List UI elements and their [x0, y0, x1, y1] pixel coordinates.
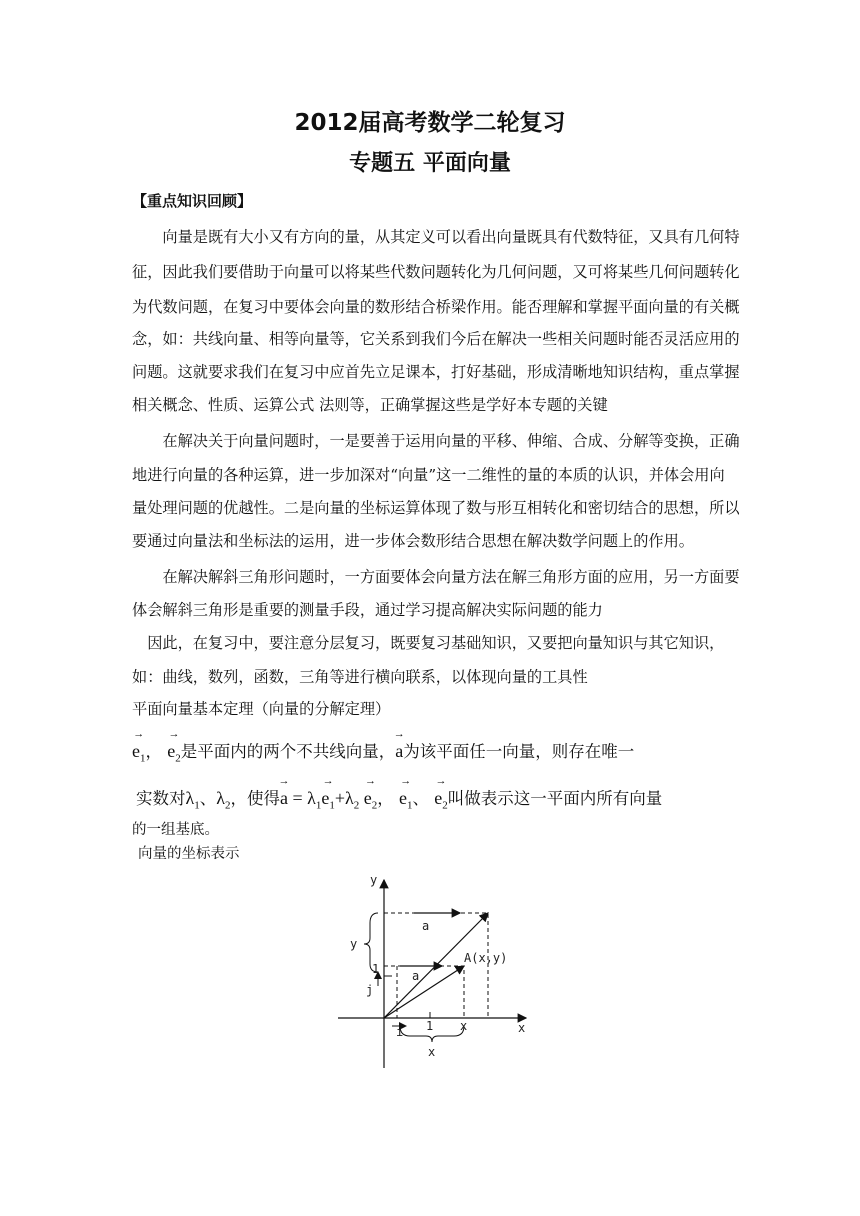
- paragraph-line: 念，如：共线向量、相等向量等，它关系到我们今后在解决一些相关问题时能否灵活应用的: [132, 330, 740, 348]
- paragraph-line: 如：曲线，数列，函数，三角等进行横向联系，以体现向量的工具性: [132, 668, 588, 686]
- paragraph-line: 地进行向量的各种运算，进一步加深对“向量”这一二维性的量的本质的认识，并体会用向: [132, 466, 725, 484]
- label-x-brace: x: [428, 1045, 436, 1059]
- lambda1-symbol: $\lambda_1$: [307, 788, 322, 812]
- label-y-axis: y: [370, 873, 378, 887]
- paragraph-line: 问题。这就要求我们在复习中应首先立足课本，打好基础，形成清晰地知识结构，重点掌握: [132, 363, 740, 381]
- vector-a-small: [384, 966, 464, 1018]
- paragraph-line: 为代数问题，在复习中要体会向量的数形结合桥梁作用。能否理解和掌握平面向量的有关概: [132, 298, 740, 316]
- paragraph-line: 量处理问题的优越性。二是向量的坐标运算体现了数与形互相转化和密切结合的思想，所以: [132, 499, 740, 517]
- section-heading: 【重点知识回顾】: [132, 192, 253, 210]
- label-point-a: A(x,y): [464, 951, 508, 965]
- paragraph-line: 相关概念、性质、运算公式 法则等，正确掌握这些是学好本专题的关键: [132, 396, 608, 414]
- e2-symbol: → $e_2$: [434, 788, 448, 812]
- label-one-x: 1: [426, 1019, 434, 1033]
- theorem-line-2: 实数对$\lambda_1$、$\lambda_2$，使得→ $a = \lambda_1\to e_1+\lambda_2 \to e_2$， → $e_1$、 → $e_2$叫做表示这一平面内所有向量: [136, 785, 662, 812]
- a-symbol: → a: [395, 741, 403, 762]
- lambda1-symbol: $\lambda_1$: [185, 788, 200, 812]
- page-subtitle: 专题五 平面向量: [349, 151, 511, 176]
- label-j: j: [366, 983, 374, 997]
- paragraph-line: 在解决解斜三角形问题时，一方面要体会向量方法在解三角形方面的应用，另一方面要: [132, 568, 740, 586]
- theorem-line-1: → $e_1$， → $e_2$是平面内的两个不共线向量，→ a为该平面任一向量，则存在唯一: [132, 738, 634, 765]
- paragraph-line: 向量是既有大小又有方向的量，从其定义可以看出向量既具有代数特征，又具有几何特: [132, 228, 740, 246]
- lambda2-symbol: $\lambda_2$: [216, 788, 231, 812]
- e1-symbol: → $e_1$: [399, 788, 413, 812]
- label-one-y: 1: [372, 962, 380, 976]
- e2-symbol: → $e_2$: [364, 788, 378, 812]
- e2-symbol: → $e_2$: [167, 741, 181, 765]
- vector-coordinate-figure: [330, 868, 540, 1073]
- label-a-top: a: [422, 919, 430, 933]
- paragraph-line: 因此，在复习中，要注意分层复习，既要复习基础知识，又要把向量知识与其它知识，: [132, 634, 725, 652]
- label-x-axis: x: [518, 1021, 526, 1035]
- label-i: i: [396, 1025, 404, 1039]
- coord-heading: 向量的坐标表示: [138, 846, 240, 862]
- theorem-heading: 平面向量基本定理（向量的分解定理）: [132, 700, 391, 718]
- paragraph-line: 征，因此我们要借助于向量可以将某些代数问题转化为几何问题，又可将某些几何问题转化: [132, 263, 740, 281]
- a-symbol: → a: [280, 788, 288, 809]
- e1-symbol: → $e_1$: [321, 788, 335, 812]
- lambda2-symbol: $\lambda_2$: [345, 788, 360, 812]
- page-title: 2012届高考数学二轮复习: [294, 110, 566, 136]
- label-a-mid: a: [412, 969, 420, 983]
- paragraph-line: 要通过向量法和坐标法的运用，进一步体会数形结合思想在解决数学问题上的作用。: [132, 532, 694, 550]
- paragraph-line: 在解决关于向量问题时，一是要善于运用向量的平移、伸缩、合成、分解等变换，正确: [132, 432, 740, 450]
- label-x-tick: x: [460, 1019, 468, 1033]
- theorem-line-3: 的一组基底。: [132, 822, 219, 838]
- label-y-brace: y: [350, 937, 358, 951]
- e1-symbol: → $e_1$: [132, 741, 146, 765]
- paragraph-line: 体会解斜三角形是重要的测量手段，通过学习提高解决实际问题的能力: [132, 601, 603, 619]
